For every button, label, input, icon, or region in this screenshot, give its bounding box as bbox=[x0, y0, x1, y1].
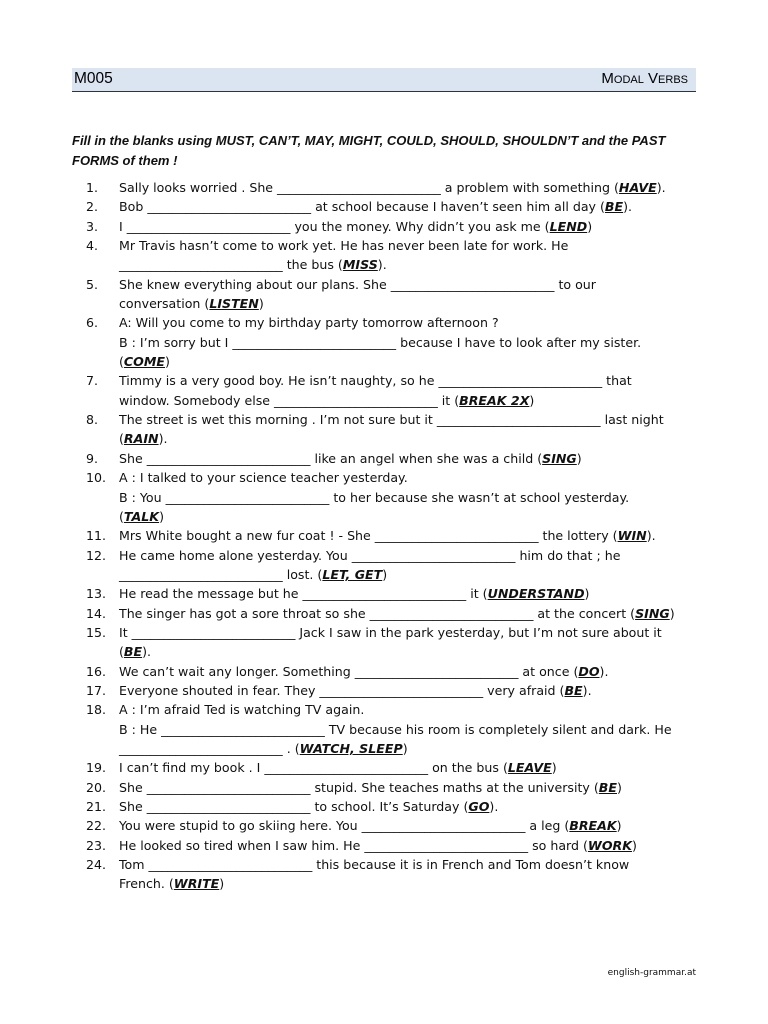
exercise-text: She __________________________ to school. It’s Saturday ( bbox=[119, 799, 469, 814]
exercise-number: 9. bbox=[86, 450, 99, 466]
exercise-item bbox=[72, 816, 692, 835]
exercise-text: ( bbox=[119, 508, 124, 524]
exercise-number: 18. bbox=[86, 702, 107, 718]
exercise-line bbox=[119, 294, 692, 313]
exercise-item bbox=[72, 275, 692, 314]
exercise-number: 11. bbox=[86, 528, 107, 544]
exercise-text: You were stupid to go skiing here. You __________________________ a leg ( bbox=[119, 818, 570, 834]
exercise-line bbox=[119, 836, 692, 855]
instructions bbox=[72, 131, 672, 170]
exercise-text: window. Somebody else __________________________ it ( bbox=[119, 392, 460, 408]
exercise-item bbox=[72, 623, 692, 662]
exercise-text: A: Will you come to my birthday party tomorrow afternoon ? bbox=[119, 315, 499, 331]
exercise-text: The singer has got a sore throat so she __________________________ at the concert ( bbox=[119, 605, 636, 621]
exercise-text: We can’t wait any longer. Something __________________________ at once ( bbox=[119, 663, 579, 679]
exercise-text: B : You __________________________ to her because she wasn’t at school yesterday. bbox=[119, 489, 630, 505]
exercise-line bbox=[119, 546, 692, 565]
exercise-text: She knew everything about our plans. She __________________________ to our bbox=[119, 276, 596, 292]
verb-hint: WIN bbox=[617, 528, 647, 544]
exercise-text: She __________________________ like an angel when she was a child ( bbox=[119, 450, 543, 466]
verb-hint: WRITE bbox=[173, 876, 220, 892]
exercise-text: ) bbox=[165, 354, 170, 370]
exercise-text: She __________________________ stupid. She teaches maths at the university ( bbox=[119, 779, 599, 795]
exercise-line bbox=[119, 681, 692, 700]
exercise-text: ). bbox=[582, 682, 592, 698]
exercise-item bbox=[72, 526, 692, 545]
exercise-item bbox=[72, 681, 692, 700]
exercise-line bbox=[119, 855, 692, 874]
exercise-text: He read the message but he __________________________ it ( bbox=[119, 586, 488, 602]
verb-hint: LEND bbox=[549, 218, 588, 234]
exercise-text: It __________________________ Jack I saw in the park yesterday, but I’m not sure about it bbox=[119, 624, 662, 640]
exercise-text: A : I’m afraid Ted is watching TV again. bbox=[119, 702, 365, 718]
instructions-line: Fill in the blanks using MUST, CAN’T, MAY, MIGHT, COULD, SHOULD, SHOULDN’T and the PAST bbox=[72, 133, 666, 148]
verb-hint: COME bbox=[123, 354, 166, 370]
exercise-line bbox=[119, 565, 692, 584]
exercise-line bbox=[119, 429, 692, 448]
exercise-text: ). bbox=[489, 799, 499, 814]
exercise-number: 12. bbox=[86, 547, 107, 563]
exercise-text: ). bbox=[656, 180, 666, 195]
exercise-number: 17. bbox=[86, 682, 107, 698]
exercise-line bbox=[119, 874, 692, 893]
exercise-item bbox=[72, 700, 692, 758]
exercise-line bbox=[119, 642, 692, 661]
exercise-number: 15. bbox=[86, 624, 107, 640]
worksheet-code: M005 bbox=[74, 70, 113, 87]
exercise-item bbox=[72, 778, 692, 797]
exercise-line bbox=[119, 526, 692, 545]
exercise-item bbox=[72, 584, 692, 603]
exercise-line bbox=[119, 371, 692, 390]
exercise-number: 14. bbox=[86, 605, 107, 621]
exercise-line bbox=[119, 449, 692, 468]
exercise-text: Everyone shouted in fear. They __________________________ very afraid ( bbox=[119, 682, 565, 698]
exercise-number: 5. bbox=[86, 276, 99, 292]
exercise-line bbox=[119, 217, 692, 236]
verb-hint: BE bbox=[564, 682, 583, 698]
verb-hint: BREAK 2X bbox=[459, 392, 530, 408]
exercise-text: ) bbox=[584, 586, 590, 602]
exercise-line bbox=[119, 778, 692, 797]
worksheet-title: Modal Verbs bbox=[601, 70, 688, 87]
exercise-text: Tom __________________________ this because it is in French and Tom doesn’t know bbox=[119, 857, 630, 873]
verb-hint: LISTEN bbox=[209, 296, 259, 312]
exercise-number: 2. bbox=[86, 199, 99, 215]
exercise-text: ) bbox=[258, 296, 264, 312]
exercise-number: 8. bbox=[86, 412, 99, 428]
exercise-line bbox=[119, 700, 692, 719]
exercise-text: ) bbox=[576, 450, 582, 466]
exercise-number: 3. bbox=[86, 218, 99, 234]
instructions-line: FORMS of them ! bbox=[72, 152, 178, 168]
exercise-text: __________________________ lost. ( bbox=[119, 566, 323, 582]
verb-hint: BREAK bbox=[569, 818, 617, 834]
exercise-text: B : I’m sorry but I __________________________ because I have to look after my sister. bbox=[119, 334, 642, 350]
exercise-item bbox=[72, 236, 692, 275]
exercise-line bbox=[119, 468, 692, 487]
verb-hint: LET, GET bbox=[322, 566, 383, 582]
verb-hint: UNDERSTAND bbox=[487, 586, 585, 602]
exercise-number: 19. bbox=[86, 760, 107, 776]
exercise-text: __________________________ . ( bbox=[119, 740, 300, 756]
exercise-text: I __________________________ you the money. Why didn’t you ask me ( bbox=[119, 218, 550, 234]
exercise-text: Sally looks worried . She __________________________ a problem with something ( bbox=[119, 180, 619, 195]
exercise-number: 20. bbox=[86, 779, 107, 795]
exercise-number: 13. bbox=[86, 586, 107, 602]
verb-hint: DO bbox=[578, 663, 600, 679]
exercise-number: 21. bbox=[86, 799, 107, 814]
exercise-item bbox=[72, 836, 692, 855]
exercise-text: ) bbox=[529, 392, 535, 408]
exercise-text: ) bbox=[219, 876, 225, 892]
exercise-text: Mrs White bought a new fur coat ! - She __________________________ the lottery ( bbox=[119, 528, 618, 544]
exercise-line bbox=[119, 197, 692, 216]
exercise-item bbox=[72, 797, 692, 816]
verb-hint: SING bbox=[635, 605, 670, 621]
exercise-line bbox=[119, 410, 692, 429]
exercise-text: ) bbox=[616, 818, 622, 834]
exercise-text: ) bbox=[382, 566, 388, 582]
verb-hint: WATCH, SLEEP bbox=[299, 740, 403, 756]
verb-hint: HAVE bbox=[618, 180, 657, 195]
exercise-number: 4. bbox=[86, 238, 99, 254]
exercise-item bbox=[72, 662, 692, 681]
exercise-text: ) bbox=[616, 779, 622, 795]
exercise-line bbox=[119, 333, 692, 352]
exercise-item bbox=[72, 217, 692, 236]
verb-hint: SING bbox=[542, 450, 577, 466]
exercise-item bbox=[72, 410, 692, 449]
verb-hint: BE bbox=[123, 644, 143, 660]
exercise-line bbox=[119, 584, 692, 603]
exercise-line bbox=[119, 236, 692, 255]
exercise-text: ) bbox=[402, 740, 408, 756]
verb-hint: TALK bbox=[123, 508, 160, 524]
exercise-text: The street is wet this morning . I’m not sure but it __________________________ last night bbox=[119, 412, 664, 428]
exercise-line bbox=[119, 797, 692, 816]
exercise-text: ) bbox=[551, 760, 557, 776]
exercise-item bbox=[72, 604, 692, 623]
exercise-text: He came home alone yesterday. You __________________________ him do that ; he bbox=[119, 547, 621, 563]
verb-hint: GO bbox=[468, 799, 490, 814]
exercise-text: ). bbox=[646, 528, 656, 544]
exercise-number: 22. bbox=[86, 818, 107, 834]
exercise-line bbox=[119, 623, 692, 642]
exercise-line bbox=[119, 178, 692, 197]
exercise-number: 1. bbox=[86, 180, 99, 195]
exercise-text: B : He __________________________ TV because his room is completely silent and dark. He bbox=[119, 721, 672, 737]
verb-hint: WORK bbox=[587, 837, 632, 853]
exercise-item bbox=[72, 197, 692, 216]
exercise-text: ). bbox=[377, 257, 387, 273]
exercise-line bbox=[119, 604, 692, 623]
exercise-text: ). bbox=[158, 431, 168, 447]
exercise-text: __________________________ the bus ( bbox=[119, 257, 343, 273]
exercise-text: He looked so tired when I saw him. He __________________________ so hard ( bbox=[119, 837, 588, 853]
exercise-number: 24. bbox=[86, 857, 107, 873]
exercise-number: 6. bbox=[86, 315, 99, 331]
exercise-number: 7. bbox=[86, 373, 99, 389]
exercise-text: I can’t find my book . I __________________________ on the bus ( bbox=[119, 760, 508, 776]
exercise-line bbox=[119, 816, 692, 835]
exercise-text: conversation ( bbox=[119, 296, 210, 312]
exercise-line bbox=[119, 739, 692, 758]
exercise-text: ( bbox=[119, 644, 124, 660]
exercise-text: ) bbox=[587, 218, 593, 234]
verb-hint: BE bbox=[604, 199, 624, 215]
exercise-text: ) bbox=[159, 508, 164, 524]
exercise-line bbox=[119, 720, 692, 739]
exercise-item bbox=[72, 468, 692, 526]
exercise-item bbox=[72, 371, 692, 410]
exercise-line bbox=[119, 352, 692, 371]
verb-hint: MISS bbox=[342, 257, 378, 273]
exercise-text: Timmy is a very good boy. He isn’t naughty, so he __________________________ that bbox=[119, 373, 632, 389]
exercise-line bbox=[119, 758, 692, 777]
exercise-item bbox=[72, 449, 692, 468]
exercise-line bbox=[119, 255, 692, 274]
exercise-item bbox=[72, 855, 692, 894]
exercise-text: Mr Travis hasn’t come to work yet. He has never been late for work. He bbox=[119, 238, 569, 254]
exercise-list bbox=[72, 178, 692, 894]
exercise-text: ( bbox=[119, 354, 124, 370]
exercise-number: 16. bbox=[86, 663, 107, 679]
verb-hint: BE bbox=[598, 779, 617, 795]
page-header bbox=[72, 68, 696, 92]
exercise-item bbox=[72, 546, 692, 585]
exercise-line bbox=[119, 391, 692, 410]
verb-hint: LEAVE bbox=[507, 760, 552, 776]
exercise-line bbox=[119, 275, 692, 294]
footer-source: english-grammar.at bbox=[607, 968, 696, 978]
exercise-text: A : I talked to your science teacher yesterday. bbox=[119, 470, 408, 486]
exercise-line bbox=[119, 488, 692, 507]
exercise-text: ) bbox=[631, 837, 637, 853]
exercise-item bbox=[72, 178, 692, 197]
exercise-line bbox=[119, 313, 692, 332]
exercise-text: ) bbox=[669, 605, 675, 621]
exercise-text: ). bbox=[142, 644, 152, 660]
exercise-number: 10. bbox=[86, 470, 107, 486]
exercise-text: ). bbox=[623, 199, 633, 215]
verb-hint: RAIN bbox=[123, 431, 159, 447]
exercise-text: French. ( bbox=[119, 876, 174, 892]
exercise-text: Bob __________________________ at school because I haven’t seen him all day ( bbox=[119, 199, 605, 215]
exercise-text: ( bbox=[119, 431, 124, 447]
exercise-line bbox=[119, 507, 692, 526]
exercise-item bbox=[72, 758, 692, 777]
exercise-item bbox=[72, 313, 692, 371]
exercise-line bbox=[119, 662, 692, 681]
exercise-number: 23. bbox=[86, 837, 107, 853]
exercise-text: ). bbox=[599, 663, 609, 679]
